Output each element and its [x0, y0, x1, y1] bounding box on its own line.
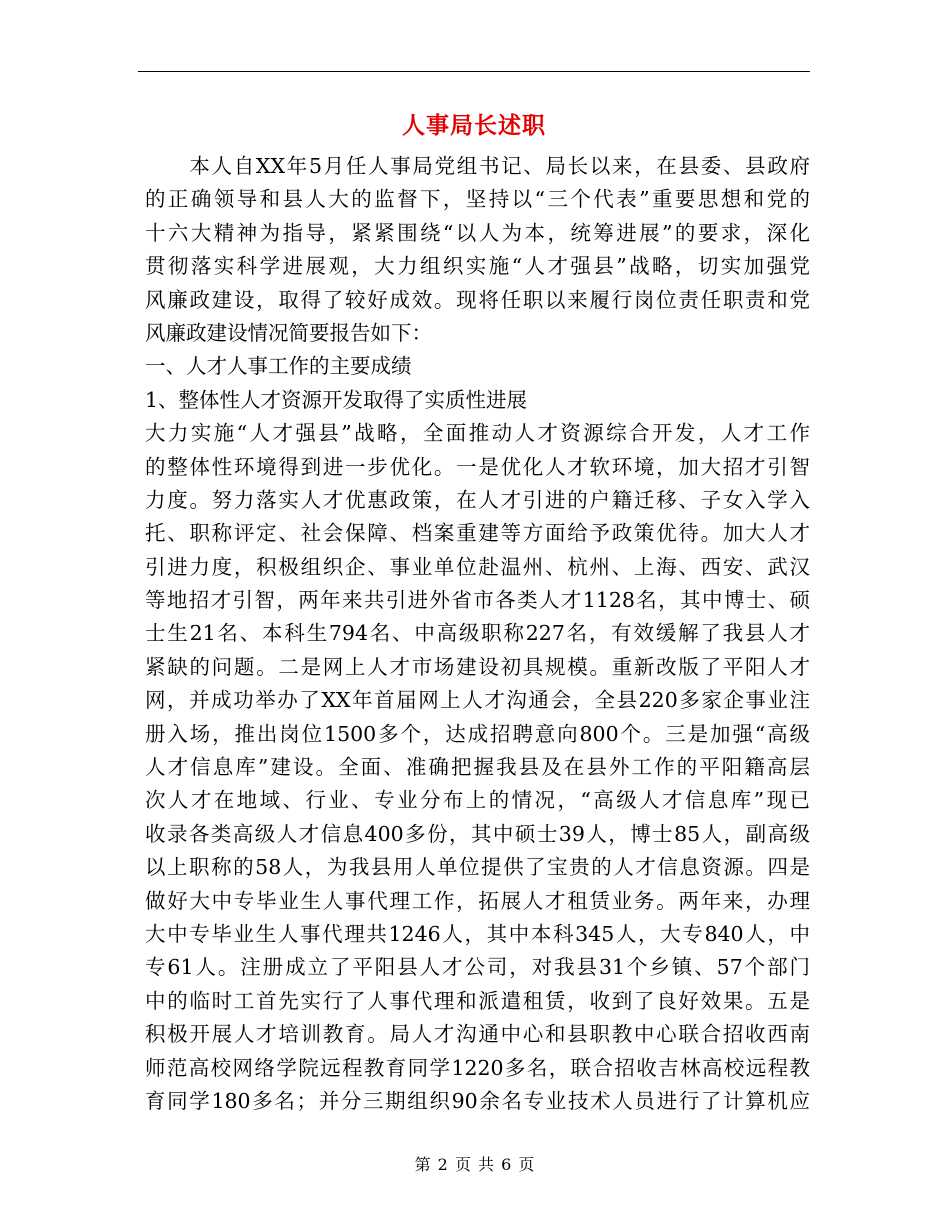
body-line: 1、整体性人才资源开发取得了实质性进展 [145, 387, 528, 412]
body-line: 专61人。注册成立了平阳县人才公司，对我县31个乡镇、57个部门 [145, 955, 810, 980]
body-line: 师范高校网络学院远程教育同学1220多名，联合招收吉林高校远程教 [145, 1055, 810, 1080]
body-line: 育同学180多名；并分三期组织90余名专业技术人员进行了计算机应 [145, 1088, 810, 1113]
body-line: 的整体性环境得到进一步优化。一是优化人才软环境，加大招才引智 [145, 454, 810, 479]
document-body [145, 150, 810, 1118]
body-line: 士生21名、本科生794名、中高级职称227名，有效缓解了我县人才 [145, 621, 810, 646]
body-line: 网，并成功举办了XX年首届网上人才沟通会，全县220多家企事业注 [145, 688, 810, 713]
body-line: 等地招才引智，两年来共引进外省市各类人才1128名，其中博士、硕 [145, 588, 810, 613]
body-line: 紧缺的问题。二是网上人才市场建设初具规模。重新改版了平阳人才 [145, 654, 810, 679]
body-line: 人才信息库”建设。全面、准确把握我县及在县外工作的平阳籍高层 [145, 755, 810, 780]
body-line: 积极开展人才培训教育。局人才沟通中心和县职教中心联合招收西南 [145, 1022, 810, 1047]
body-line: 十六大精神为指导，紧紧围绕“以人为本，统筹进展”的要求，深化 [145, 220, 810, 245]
body-line: 大力实施“人才强县”战略，全面推动人才资源综合开发，人才工作 [145, 421, 810, 446]
header-rule [138, 71, 810, 72]
body-line: 册入场，推出岗位1500多个，达成招聘意向800个。三是加强“高级 [145, 721, 810, 746]
body-line: 的正确领导和县人大的监督下，坚持以“三个代表”重要思想和党的 [145, 187, 810, 212]
body-line: 本人自XX年5月任人事局党组书记、局长以来，在县委、县政府 [145, 154, 810, 178]
page-footer: 第 2 页 共 6 页 [414, 1155, 536, 1174]
body-line: 做好大中专毕业生人事代理工作，拓展人才租赁业务。两年来，办理 [145, 888, 810, 913]
body-line: 收录各类高级人才信息400多份，其中硕士39人，博士85人，副高级 [145, 821, 810, 846]
body-line: 风廉政建设，取得了较好成效。现将任职以来履行岗位责任职责和党 [145, 287, 810, 312]
document-title: 人事局长述职 [402, 112, 546, 139]
body-line: 以上职称的58人，为我县用人单位提供了宝贵的人才信息资源。四是 [145, 855, 810, 880]
body-line: 力度。努力落实人才优惠政策，在人才引进的户籍迁移、子女入学入 [145, 487, 810, 512]
body-line: 风廉政建设情况简要报告如下： [145, 320, 432, 345]
body-line: 引进力度，积极组织企、事业单位赴温州、杭州、上海、西安、武汉 [145, 554, 810, 579]
body-line: 中的临时工首先实行了人事代理和派遣租赁，收到了良好效果。五是 [145, 988, 810, 1013]
body-line: 贯彻落实科学进展观，大力组织实施“人才强县”战略，切实加强党 [145, 254, 810, 279]
body-line: 次人才在地域、行业、专业分布上的情况，“高级人才信息库”现已 [145, 788, 810, 813]
body-line: 一、人才人事工作的主要成绩 [145, 354, 412, 379]
body-line: 大中专毕业生人事代理共1246人，其中本科345人，大专840人，中 [145, 921, 810, 946]
body-line: 托、职称评定、社会保障、档案重建等方面给予政策优待。加大人才 [145, 521, 810, 546]
